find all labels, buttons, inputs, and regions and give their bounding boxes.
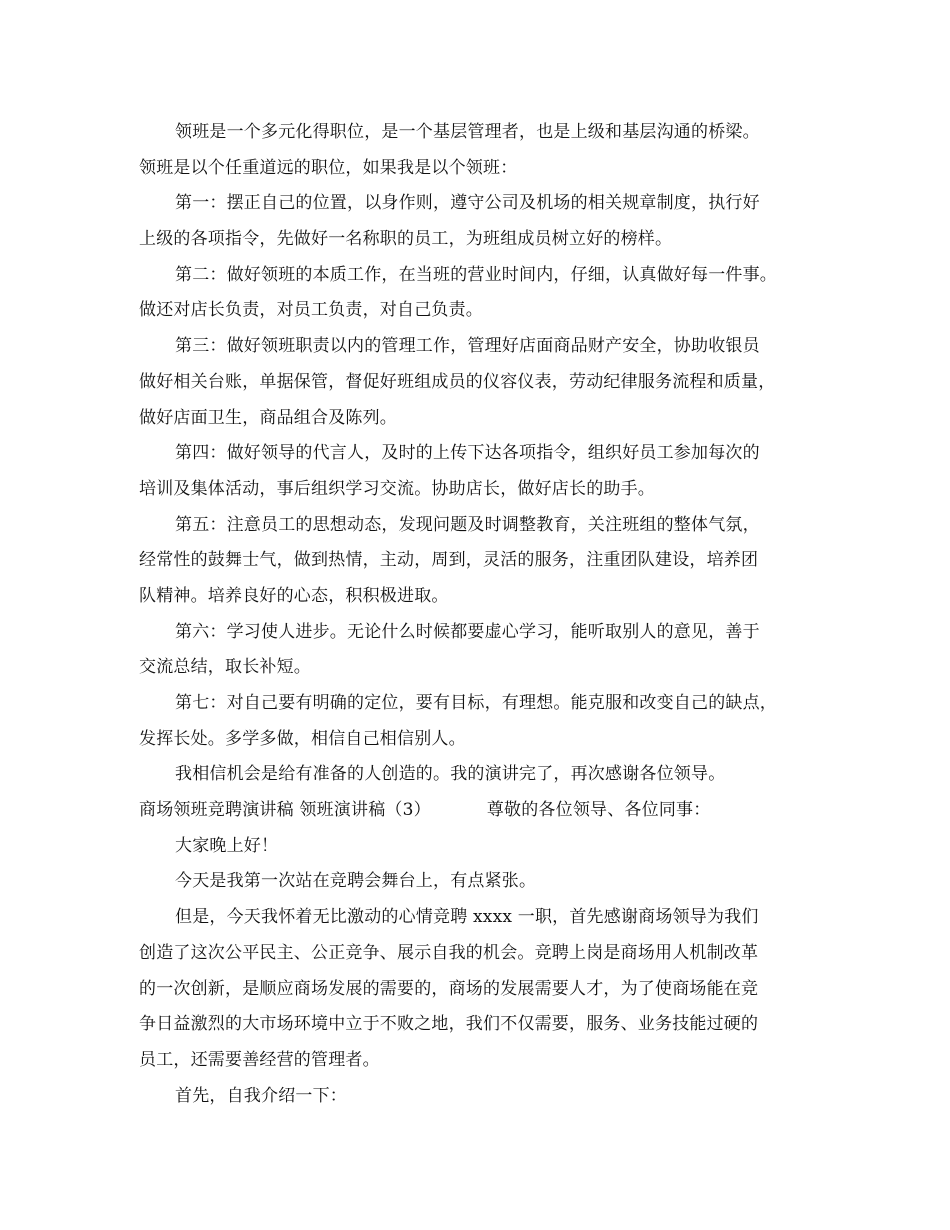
text-line: 领班是以个任重道远的职位，如果我是以个领班：: [139, 157, 518, 178]
text-line: 我相信机会是给有准备的人创造的。我的演讲完了，再次感谢各位领导。: [175, 764, 726, 785]
text-line: 做好店面卫生，商品组合及陈列。: [139, 407, 397, 428]
paragraphs-part-2: [139, 829, 819, 1115]
text-line: 争日益激烈的大市场环境中立于不败之地，我们不仅需要，服务、业务技能过硬的: [139, 1014, 759, 1035]
text-line: 领班是一个多元化得职位，是一个基层管理者，也是上级和基层沟通的桥梁。: [175, 122, 760, 142]
text-line: 第二：做好领班的本质工作，在当班的营业时间内，仔细，认真做好每一件事。: [175, 264, 777, 285]
salutation: 尊敬的各位领导、各位同事：: [486, 800, 711, 821]
text-line: 第七：对自己要有明确的定位，要有目标，有理想。能克服和改变自己的缺点，: [175, 693, 777, 713]
text-line: 第一：摆正自己的位置，以身作则，遵守公司及机场的相关规章制度，执行好: [175, 193, 760, 214]
text-line: 做还对店长负责，对员工负责，对自己负责。: [139, 300, 483, 321]
text-line: 第四：做好领导的代言人，及时的上传下达各项指令，组织好员工参加每次的: [175, 443, 760, 464]
text-line: 上级的各项指令，先做好一名称职的员工，为班组成员树立好的榜样。: [139, 229, 673, 250]
text-line: 但是，今天我怀着无比激动的心情竞聘 xxxx 一职，首先感谢商场领导为我们: [175, 907, 759, 928]
text-line: 今天是我第一次站在竞聘会舞台上，有点紧张。: [175, 871, 537, 892]
document-body: [139, 115, 819, 1114]
text-line: 第六：学习使人进步。无论什么时候都要虚心学习，能听取别人的意见，善于: [175, 621, 760, 642]
text-line: 创造了这次公平民主、公正竞争、展示自我的机会。竞聘上岗是商场用人机制改革: [139, 942, 759, 963]
text-line: 发挥长处。多学多做，相信自己相信别人。: [139, 728, 466, 749]
text-line: 第三：做好领班职责以内的管理工作，管理好店面商品财产安全，协助收银员: [175, 336, 760, 357]
text-line: 首先，自我介绍一下：: [175, 1085, 347, 1106]
text-line: 队精神。培养良好的心态，积积极进取。: [139, 585, 449, 606]
text-line: 做好相关台账，单据保管，督促好班组成员的仪容仪表，劳动纪律服务流程和质量，: [139, 371, 776, 392]
section-heading-line: [139, 793, 819, 829]
text-line: 第五：注意员工的思想动态，发现问题及时调整教育，关注班组的整体气氛，: [175, 514, 760, 535]
text-line: 培训及集体活动，事后组织学习交流。协助店长，做好店长的助手。: [139, 478, 655, 499]
text-line: 的一次创新，是顺应商场发展的需要的，商场的发展需要人才，为了使商场能在竞: [139, 978, 759, 999]
section-title: 商场领班竞聘演讲稿 领班演讲稿（3）: [139, 800, 431, 821]
paragraphs-part-1: [139, 115, 819, 793]
text-line: 大家晚上好！: [175, 835, 279, 856]
text-line: 经常性的鼓舞士气，做到热情，主动，周到，灵活的服务，注重团队建设，培养团: [139, 550, 759, 571]
text-line: 交流总结，取长补短。: [139, 657, 311, 678]
text-line: 员工，还需要善经营的管理者。: [139, 1049, 380, 1070]
